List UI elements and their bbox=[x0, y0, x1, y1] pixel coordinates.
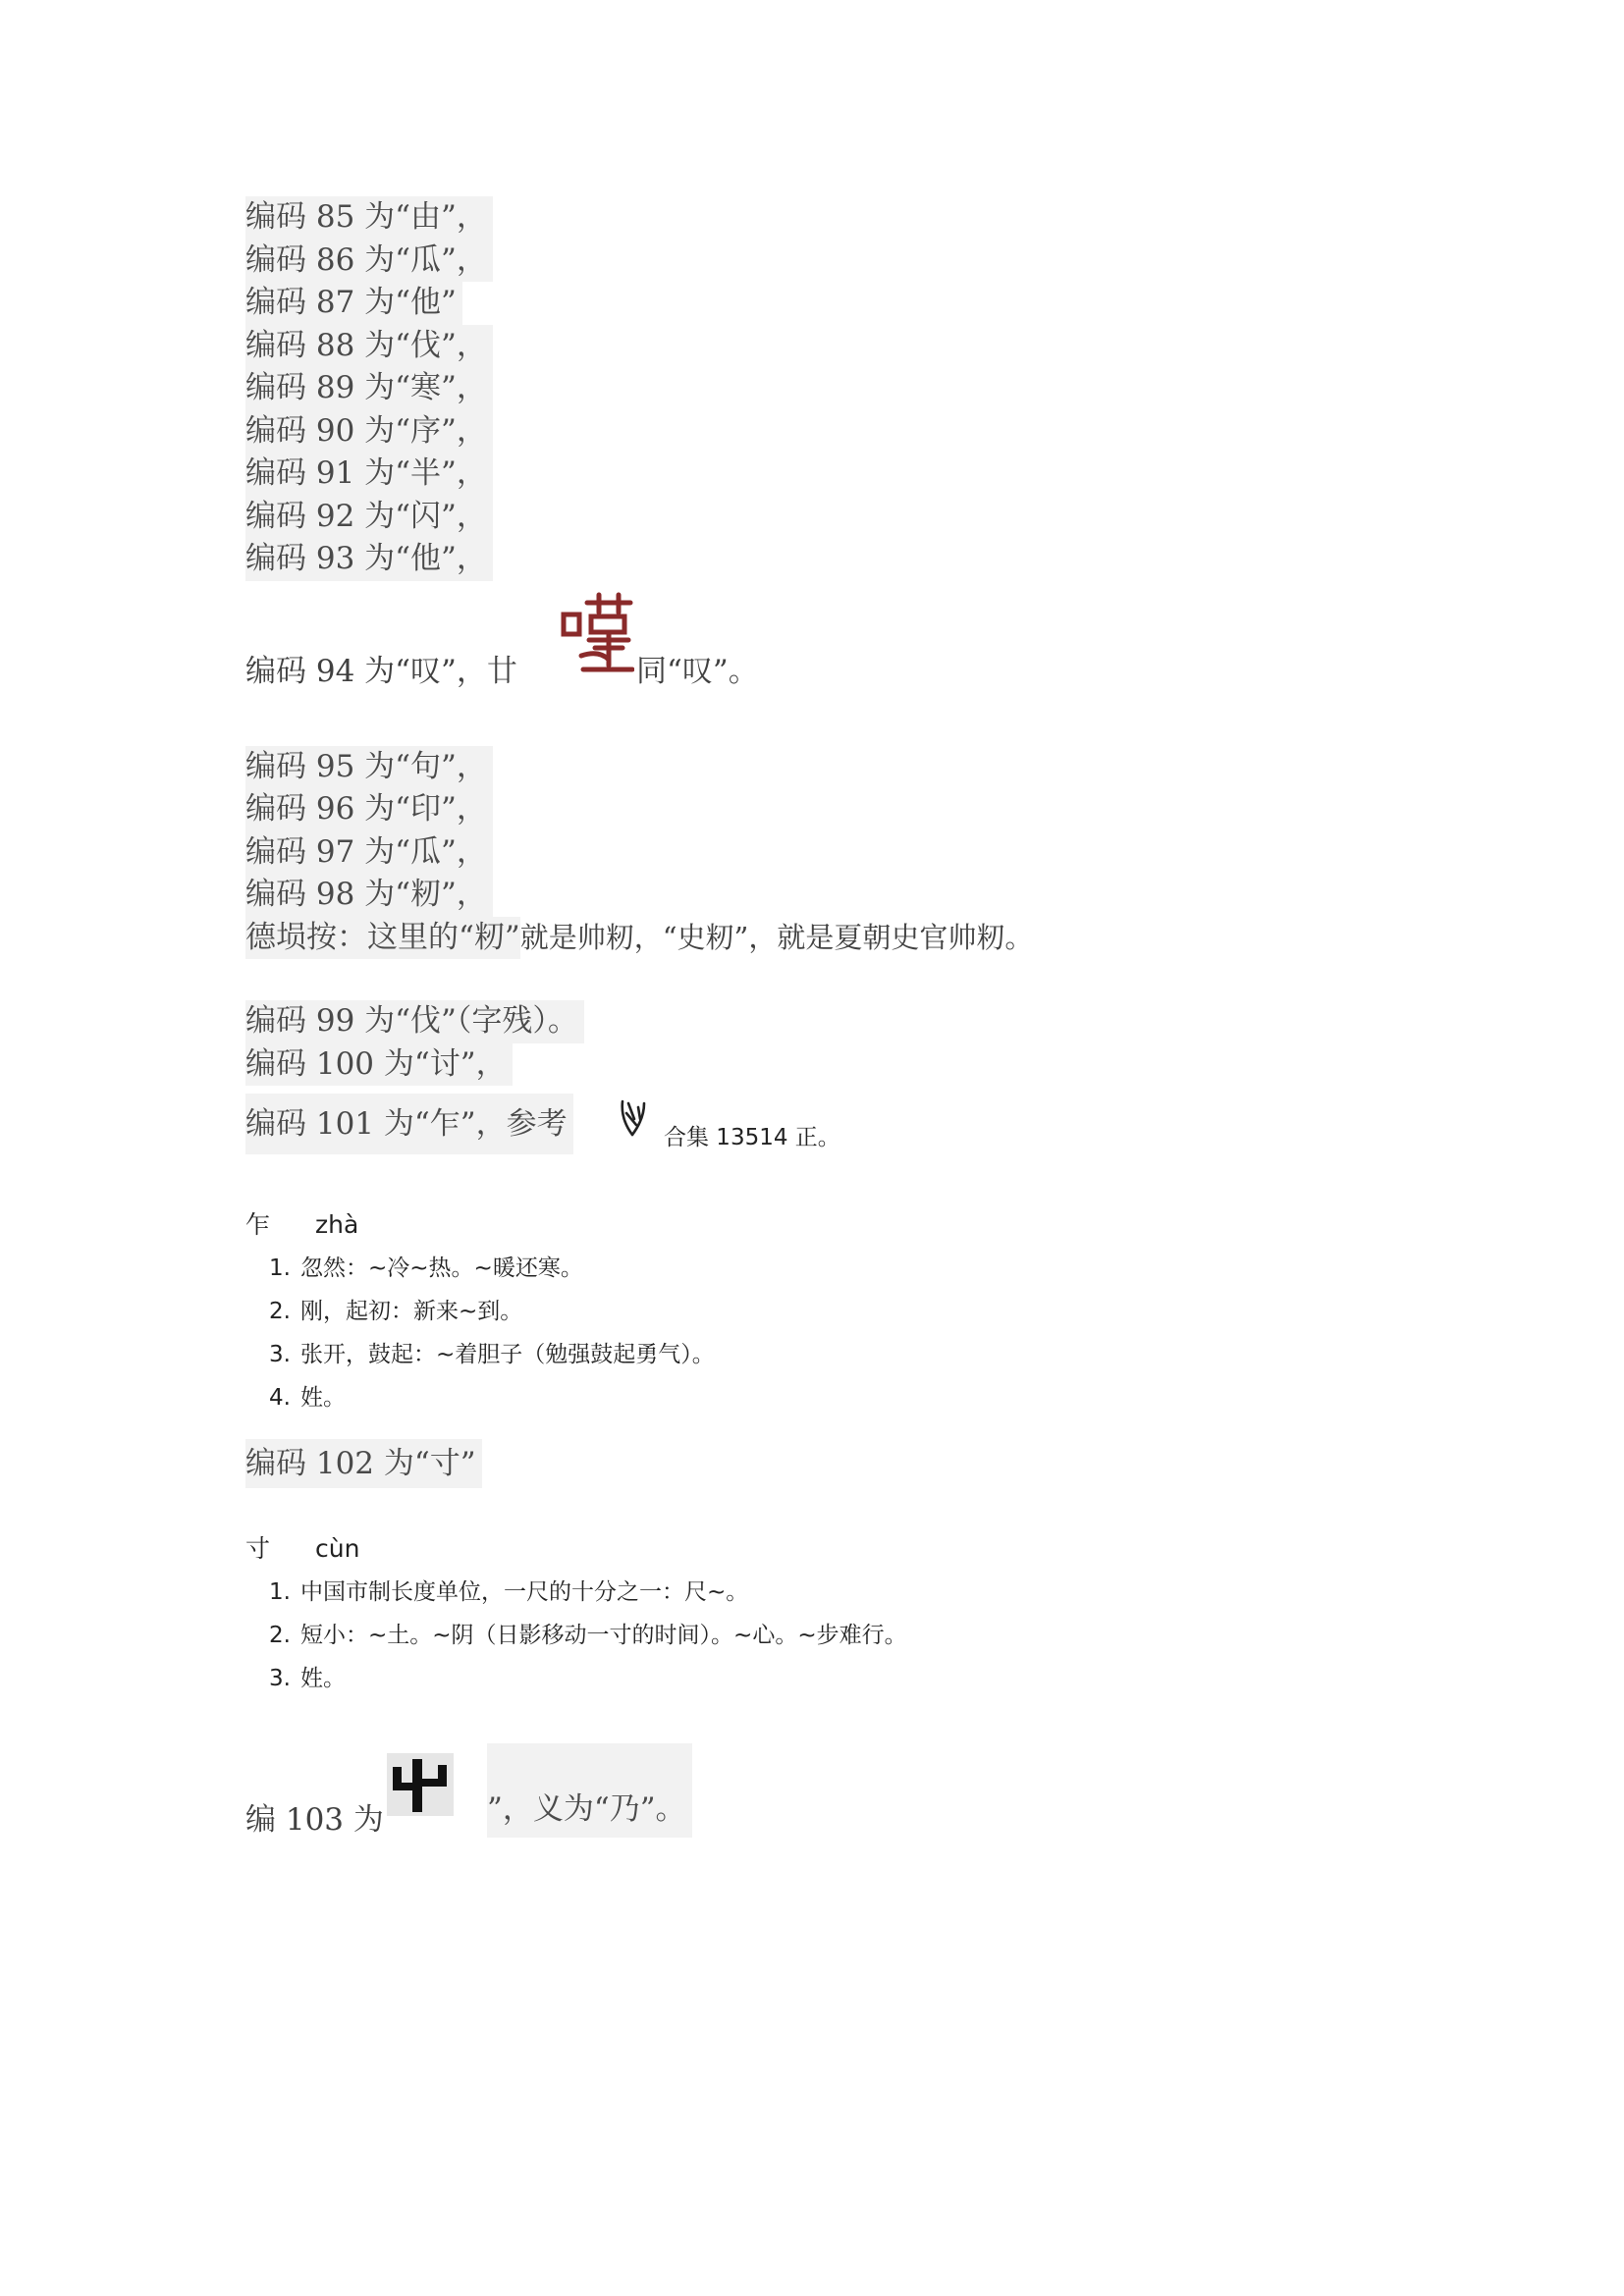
code-102-text: 编码 102 为“寸” bbox=[245, 1439, 482, 1488]
note-highlighted: 德埙按：这里的“籾” bbox=[245, 917, 520, 960]
code-101-reference: 合集 13514 正。 bbox=[664, 1125, 840, 1150]
dictionary-char: 乍 bbox=[245, 1210, 271, 1239]
code-103-prefix: 编 103 为 bbox=[245, 1802, 384, 1838]
code-line: 编码 86 为“瓜”， bbox=[245, 240, 493, 283]
dictionary-entry-cun bbox=[245, 1527, 1473, 1700]
note-line bbox=[245, 917, 1473, 960]
dictionary-char: 寸 bbox=[245, 1534, 271, 1563]
code-line: 编码 92 为“闪”， bbox=[245, 496, 493, 539]
note-rest: 就是帅籾，“史籾”，就是夏朝史官帅籾。 bbox=[519, 920, 1034, 954]
red-character-icon bbox=[560, 591, 634, 679]
code-line-94 bbox=[245, 591, 1473, 699]
code-list-99-100 bbox=[245, 1000, 1473, 1086]
oracle-glyph-icon bbox=[617, 1097, 650, 1145]
code-103-suffix: ”，义为“乃”。 bbox=[487, 1791, 686, 1827]
code-line-103 bbox=[245, 1743, 1473, 1838]
definition-item: 4. 姓。 bbox=[269, 1385, 346, 1411]
dictionary-entry-zha bbox=[245, 1203, 1473, 1419]
code-line: 编码 87 为“他” bbox=[245, 282, 462, 325]
code-list-85-93 bbox=[245, 196, 1473, 581]
code-line: 编码 96 为“印”， bbox=[245, 788, 493, 831]
code-line: 编码 98 为“籾”， bbox=[245, 874, 493, 917]
definition-item: 2. 刚，起初：新来~到。 bbox=[269, 1299, 523, 1324]
code-line-101 bbox=[245, 1094, 1473, 1162]
code-line: 编码 85 为“由”， bbox=[245, 196, 493, 240]
definition-item: 3. 张开，鼓起：~着胆子（勉强鼓起勇气）。 bbox=[269, 1342, 715, 1367]
code-101-text: 编码 101 为“乍”，参考 bbox=[245, 1094, 573, 1154]
definition-item: 1. 中国市制长度单位，一尺的十分之一：尺~。 bbox=[269, 1579, 749, 1605]
code-line: 编码 89 为“寒”， bbox=[245, 367, 493, 410]
dictionary-pinyin: zhà bbox=[315, 1210, 359, 1239]
document-page bbox=[245, 196, 1473, 1838]
code-list-95-98 bbox=[245, 746, 1473, 960]
oracle-rubbing-icon bbox=[387, 1753, 454, 1816]
definition-item: 2. 短小：~土。~阴（日影移动一寸的时间）。~心。~步难行。 bbox=[269, 1623, 907, 1648]
dictionary-heading bbox=[245, 1527, 1473, 1571]
code-line: 编码 90 为“序”， bbox=[245, 410, 493, 454]
dictionary-definitions bbox=[245, 1571, 1473, 1700]
code-94-suffix: 同“叹”。 bbox=[636, 653, 759, 689]
definition-item: 1. 忽然：~冷~热。~暖还寒。 bbox=[269, 1255, 583, 1281]
code-line: 编码 93 为“他”， bbox=[245, 538, 493, 581]
dictionary-definitions bbox=[245, 1247, 1473, 1419]
dictionary-pinyin: cùn bbox=[315, 1534, 360, 1563]
code-line: 编码 100 为“讨”， bbox=[245, 1043, 513, 1087]
code-line: 编码 95 为“句”， bbox=[245, 746, 493, 789]
code-94-prefix: 编码 94 为“叹”，廿 bbox=[245, 653, 517, 689]
code-line: 编码 88 为“伐”， bbox=[245, 325, 493, 368]
dictionary-heading bbox=[245, 1203, 1473, 1247]
code-line: 编码 99 为“伐”（字残）。 bbox=[245, 1000, 584, 1043]
code-line: 编码 97 为“瓜”， bbox=[245, 831, 493, 875]
code-103-suffix-panel bbox=[487, 1743, 692, 1838]
code-line-102 bbox=[245, 1439, 1473, 1494]
code-line: 编码 91 为“半”， bbox=[245, 453, 493, 496]
definition-item: 3. 姓。 bbox=[269, 1666, 346, 1691]
